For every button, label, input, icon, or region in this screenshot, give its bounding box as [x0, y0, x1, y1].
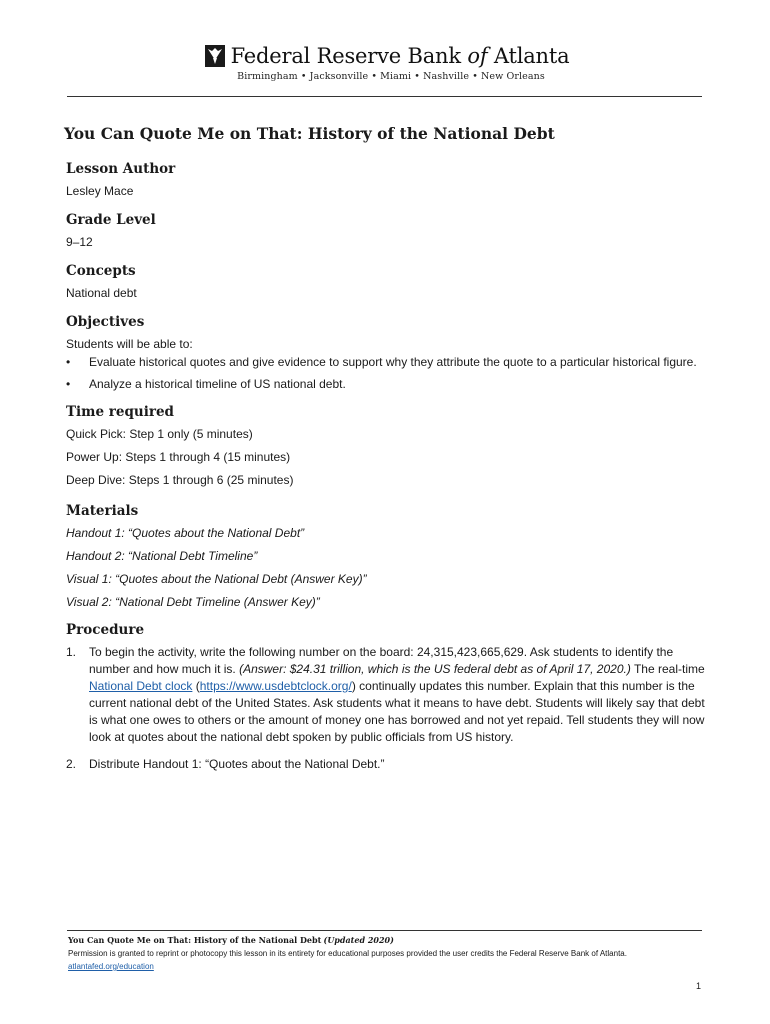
procedure-step-2: [66, 756, 706, 773]
step-text: (: [192, 679, 200, 693]
materials-heading: Materials: [66, 503, 139, 519]
page-number: 1: [696, 981, 702, 991]
footer-education-link[interactable]: atlantafed.org/education: [68, 962, 154, 971]
time-deep-dive: Deep Dive: Steps 1 through 6 (25 minutes): [66, 473, 294, 487]
footer-divider: [67, 930, 702, 931]
bank-name-prefix: Federal Reserve Bank: [230, 44, 461, 68]
footer-title: You Can Quote Me on That: History of the National Debt: [68, 935, 322, 945]
step-text: To begin the activity, write the following number on the board: 24,315,423,665,629. Ask students to identify the number and how much it is.: [89, 645, 674, 676]
page-title: You Can Quote Me on That: History of the National Debt: [64, 124, 555, 143]
procedure-step-1: [66, 644, 706, 746]
grade-level-heading: Grade Level: [66, 212, 156, 228]
lesson-author-heading: Lesson Author: [66, 161, 176, 177]
grade-level-value: 9–12: [66, 235, 93, 249]
bank-name-of: of: [467, 44, 488, 68]
footer-permission: Permission is granted to reprint or photocopy this lesson in its entirety for educational purposes provided the user credits the Federal Reserve Bank of Atlanta.: [68, 949, 627, 958]
objectives-heading: Objectives: [66, 314, 145, 330]
step-text: Distribute Handout 1: “Quotes about the National Debt.”: [89, 757, 385, 771]
footer-updated: (Updated 2020): [323, 935, 394, 945]
material-visual-1: Visual 1: “Quotes about the National Debt (Answer Key)”: [66, 572, 367, 586]
list-item: • Analyze a historical timeline of US national debt.: [66, 376, 706, 392]
material-handout-1: Handout 1: “Quotes about the National Debt”: [66, 526, 305, 540]
material-handout-2: Handout 2: “National Debt Timeline”: [66, 549, 258, 563]
lesson-body: [66, 124, 706, 783]
concepts-value: National debt: [66, 286, 137, 300]
national-debt-clock-link[interactable]: National Debt clock: [89, 679, 193, 693]
list-item: • Evaluate historical quotes and give evidence to support why they attribute the quote to a particular historical figure.: [66, 354, 706, 370]
step-number: 2.: [66, 757, 77, 771]
lesson-author-value: Lesley Mace: [66, 184, 134, 198]
procedure-heading: Procedure: [66, 622, 145, 638]
district-cities: Birmingham • Jacksonville • Miami • Nashville • New Orleans: [237, 71, 545, 82]
eagle-shield-icon: [205, 45, 225, 67]
time-required-heading: Time required: [66, 404, 174, 420]
page-footer: [68, 934, 703, 973]
bank-name-city: Atlanta: [493, 44, 570, 68]
objectives-intro: Students will be able to:: [66, 337, 193, 351]
bank-name: [231, 44, 570, 68]
step-text: ) continually updates this number. Explain that this number is the current national debt of the United States. Ask students what it means to have debt. Students will likely say that debt is what one owes to others or the amount of money one has borrowed and not yet repaid. Tell students they will now look at quotes about the national debt spoken by public officials from US history.: [89, 679, 705, 744]
objectives-list: [66, 354, 706, 392]
step-answer: (Answer: $24.31 trillion, which is the US federal debt as of April 17, 2020.): [239, 662, 631, 676]
header-divider: [67, 96, 702, 97]
material-visual-2: Visual 2: “National Debt Timeline (Answer Key)”: [66, 595, 320, 609]
procedure-list: [66, 644, 706, 773]
step-number: 1.: [66, 645, 77, 659]
page-header: [0, 44, 770, 82]
usdebtclock-url-link[interactable]: https://www.usdebtclock.org/: [199, 679, 352, 693]
bank-logo[interactable]: [4, 44, 770, 68]
time-quick-pick: Quick Pick: Step 1 only (5 minutes): [66, 427, 253, 441]
step-text: The real-time: [630, 662, 705, 676]
time-power-up: Power Up: Steps 1 through 4 (15 minutes): [66, 450, 291, 464]
concepts-heading: Concepts: [66, 263, 136, 279]
